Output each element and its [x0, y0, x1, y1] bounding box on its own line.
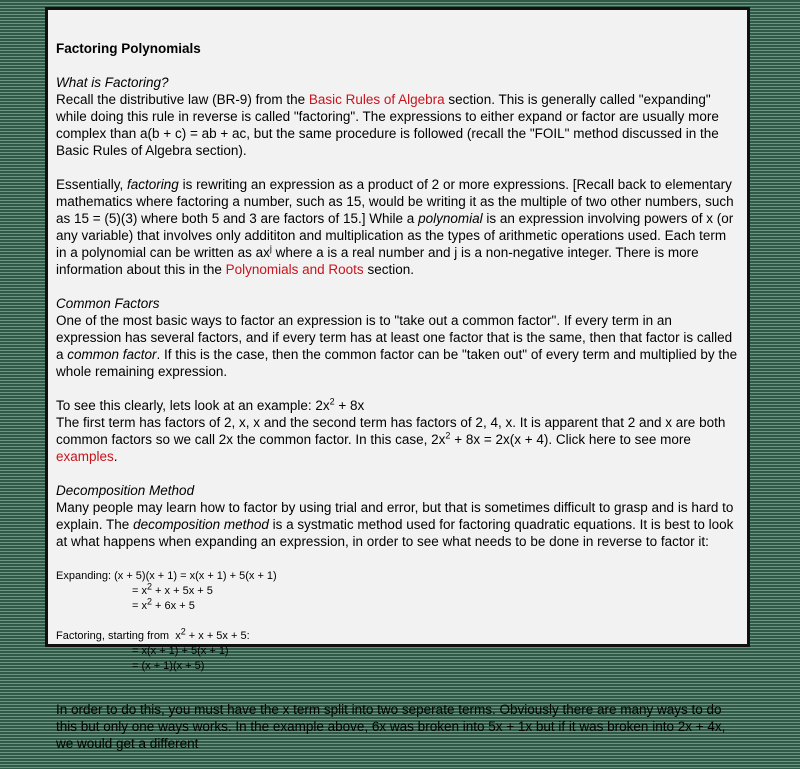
text: where a is a real number and j is a non-negative integer. There is more information about this in the — [56, 245, 699, 277]
expanding-example — [56, 569, 740, 614]
text: + 6x + 5 — [152, 600, 195, 612]
superscript: j — [269, 243, 272, 254]
essentially-paragraph — [56, 176, 740, 278]
math-line — [56, 581, 740, 599]
factoring-example — [56, 626, 740, 674]
what-is-factoring-section — [56, 74, 740, 159]
text: Many people may learn how to factor by using trial and error, but that is sometimes difficult to grasp and is hard to explain. The — [56, 500, 734, 532]
text: + x + 5x + 5 — [152, 585, 213, 597]
text: is a systmatic method used for factoring quadratic equations. It is best to look at what happens when expanding an expression, in order to see what needs to be done in reverse to factor it: — [56, 517, 734, 549]
math-line: Expanding: (x + 5)(x + 1) = x(x + 1) + 5(x + 1) — [56, 570, 277, 582]
examples-link[interactable]: examples — [56, 449, 114, 464]
decomposition-explanation: In order to do this, you must have the x term split into two seperate terms. Obviously there are many ways to do this but only one ways works. In the example above, 6x was broken into 5x + 1x but if it was broken into 2x + 4x, we would get a different — [56, 702, 726, 751]
text: . If this is the case, then the common factor can be "taken out" of every term and multiplied by the whole remaining expression. — [56, 347, 738, 379]
text: Recall the distributive law (BR-9) from the — [56, 92, 309, 107]
text: One of the most basic ways to factor an expression is to "take out a common factor". If every term in an expression has several factors, and if every term has at least one factor that is the same, then that factor is called a — [56, 313, 733, 362]
emphasis: factoring — [127, 177, 179, 192]
text: = x — [132, 585, 147, 597]
superscript: 2 — [146, 581, 152, 592]
text: The first term has factors of 2, x, x and the second term has factors of 2, 4, x. It is apparent that 2 and x are both common factors so we call 2x the common factor. In this case, 2x — [56, 415, 726, 447]
text: . — [113, 449, 118, 464]
math-line: = (x + 1)(x + 5) — [132, 660, 205, 672]
section-heading: Common Factors — [56, 296, 160, 311]
decomposition-section — [56, 482, 740, 550]
basic-rules-link[interactable]: Basic Rules of Algebra — [308, 92, 445, 107]
section-heading: Decomposition Method — [56, 483, 195, 498]
math-line — [56, 596, 740, 614]
text: To see this clearly, lets look at an example: 2x — [56, 398, 330, 413]
article — [56, 40, 740, 769]
text: + 8x — [334, 398, 365, 413]
superscript: 2 — [445, 430, 451, 441]
text: = x — [132, 600, 147, 612]
text: section. This is generally called "expanding" while doing this rule in reverse is called "factoring". The expressions to either expand or factor are usually more complex than a(b + c) = ab + ac, but the same procedure is followed (recall the "FOIL" method discussed in the Basic Rules of Algebra section). — [56, 92, 719, 158]
polynomials-roots-link[interactable]: Polynomials and Roots — [225, 262, 364, 277]
common-factors-section — [56, 295, 740, 380]
text: is rewriting an expression as a product of 2 or more expressions. [Recall back to elementary mathematics where factoring a number, such as 15, would be writing it as the multiple of two other numbers, such as 15 = (5)(3) where both 5 and 3 are factors of 15.] While a — [56, 177, 734, 226]
emphasis: decomposition method — [133, 517, 269, 532]
emphasis: polynomial — [418, 211, 483, 226]
content-panel — [45, 7, 750, 751]
text: + x + 5x + 5: — [185, 630, 250, 642]
text: Essentially, — [56, 177, 128, 192]
example-paragraph — [56, 397, 740, 465]
math-line — [56, 626, 740, 644]
section-heading: What is Factoring? — [56, 75, 169, 90]
superscript: 2 — [329, 396, 335, 407]
text: + 8x = 2x(x + 4). Click here to see more — [450, 432, 691, 447]
text: is an expression involving powers of x (or any variable) that involves only addititon and multiplication as the types of arithmetic operations used. Each term in a polynomial can be written as ax — [56, 211, 734, 260]
superscript: 2 — [180, 626, 186, 637]
page-title: Factoring Polynomials — [56, 41, 201, 56]
emphasis: common factor — [67, 347, 157, 362]
math-line: = x(x + 1) + 5(x + 1) — [132, 645, 229, 657]
text: Factoring, starting from x — [56, 630, 181, 642]
superscript: 2 — [146, 596, 152, 607]
text: section. — [363, 262, 414, 277]
